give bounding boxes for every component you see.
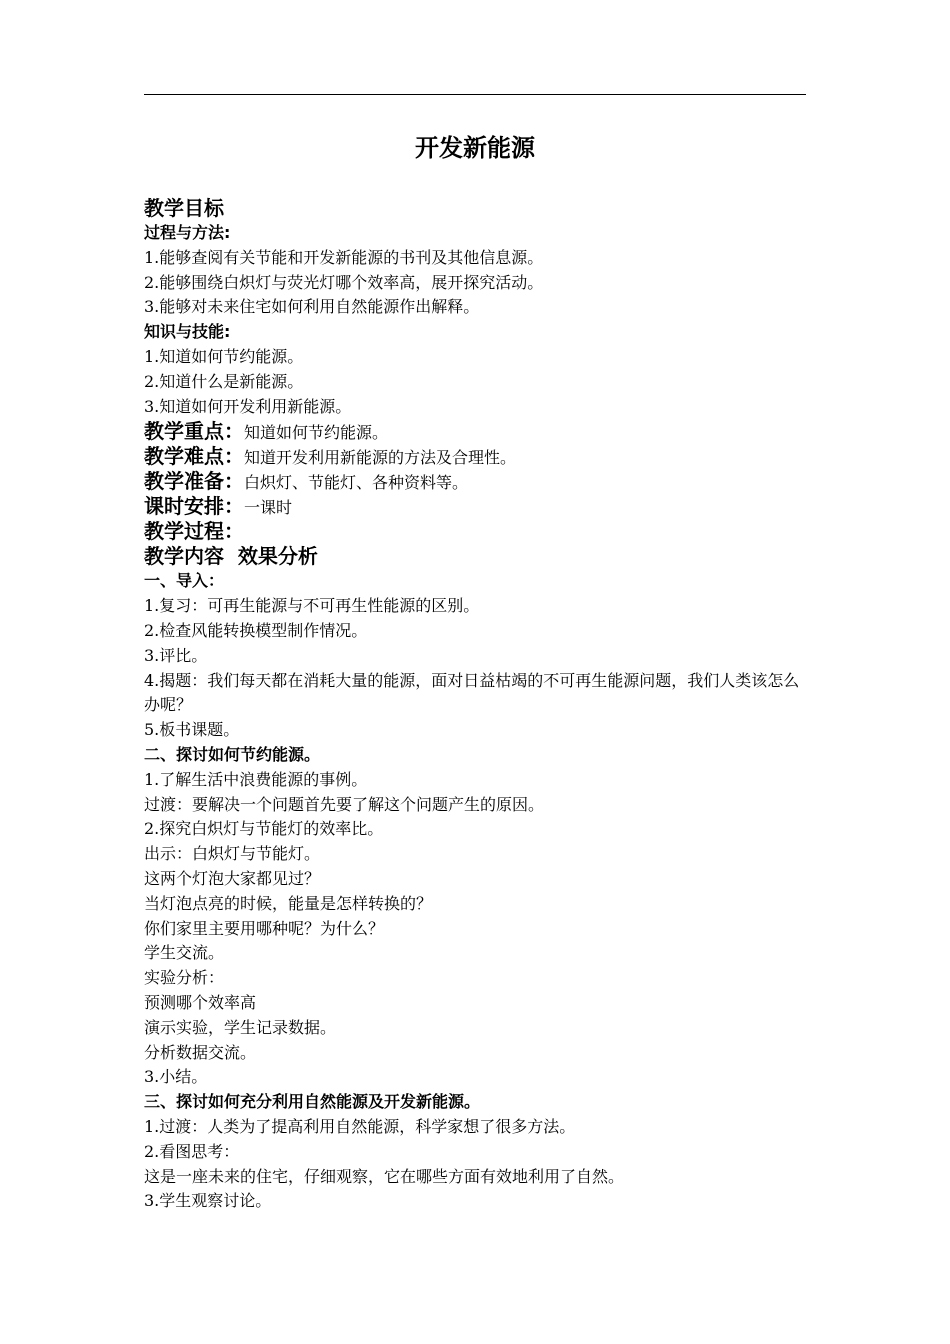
- key-point-value: 知道如何节约能源。: [244, 423, 389, 443]
- schedule-label: 课时安排：: [144, 494, 244, 519]
- knowledge-item: 3.知道如何开发利用新能源。: [144, 396, 352, 416]
- process-method-heading: 过程与方法:: [144, 223, 231, 242]
- document-title: 开发新能源: [415, 134, 535, 162]
- preparation-label: 教学准备：: [144, 469, 244, 494]
- section1-item: 4.揭题：我们每天都在消耗大量的能源，面对日益枯竭的不可再生能源问题，我们人类该怎么办呢？: [144, 670, 800, 715]
- section3-heading: 三、探讨如何充分利用自然能源及开发新能源。: [144, 1092, 481, 1112]
- section2-item: 过渡：要解决一个问题首先要了解这个问题产生的原因。: [144, 794, 545, 814]
- section2-item: 预测哪个效率高: [144, 992, 257, 1012]
- difficulty-label: 教学难点：: [144, 444, 244, 469]
- header-rule: [144, 94, 806, 95]
- section2-heading: 二、探讨如何节约能源。: [144, 744, 321, 764]
- content-analysis-header: 教学内容 效果分析: [144, 544, 318, 569]
- section1-item: 5.板书课题。: [144, 720, 240, 740]
- section2-item: 1.了解生活中浪费能源的事例。: [144, 769, 368, 789]
- section2-item: 你们家里主要用哪种呢？为什么？: [144, 918, 385, 938]
- section3-item: 1.过渡：人类为了提高利用自然能源，科学家想了很多方法。: [144, 1116, 576, 1136]
- schedule-value: 一课时: [244, 498, 293, 518]
- knowledge-item: 2.知道什么是新能源。: [144, 371, 304, 391]
- difficulty-row: [144, 444, 806, 469]
- document-body: [144, 196, 806, 1214]
- teaching-process-heading: 教学过程：: [144, 519, 244, 544]
- section2-item: 实验分析：: [144, 968, 225, 988]
- knowledge-item: 1.知道如何节约能源。: [144, 346, 304, 366]
- section2-item: 分析数据交流。: [144, 1042, 257, 1062]
- schedule-row: [144, 494, 806, 519]
- knowledge-skill-heading: 知识与技能:: [144, 322, 231, 342]
- key-point-row: [144, 419, 806, 444]
- process-item: 3.能够对未来住宅如何利用自然能源作出解释。: [144, 297, 480, 317]
- key-point-label: 教学重点：: [144, 419, 244, 444]
- section2-item: 2.探究白炽灯与节能灯的效率比。: [144, 819, 384, 839]
- section3-item: 3.学生观察讨论。: [144, 1191, 272, 1211]
- process-item: 1.能够查阅有关节能和开发新能源的书刊及其他信息源。: [144, 247, 544, 267]
- section1-heading: 一、导入：: [144, 571, 225, 591]
- section2-item: 演示实验，学生记录数据。: [144, 1017, 337, 1037]
- section1-item: 2.检查风能转换模型制作情况。: [144, 620, 368, 640]
- objectives-heading: 教学目标: [144, 196, 224, 220]
- section2-item: 当灯泡点亮的时候，能量是怎样转换的？: [144, 893, 433, 913]
- section2-item: 出示：白炽灯与节能灯。: [144, 844, 321, 864]
- preparation-row: [144, 469, 806, 494]
- preparation-value: 白炽灯、节能灯、各种资料等。: [244, 473, 469, 493]
- section1-item: 3.评比。: [144, 645, 208, 665]
- section3-item: 2.看图思考：: [144, 1141, 240, 1161]
- section2-item: 这两个灯泡大家都见过？: [144, 868, 321, 888]
- section2-item: 3.小结。: [144, 1067, 208, 1087]
- difficulty-value: 知道开发利用新能源的方法及合理性。: [244, 448, 517, 468]
- section3-item: 这是一座未来的住宅，仔细观察，它在哪些方面有效地利用了自然。: [144, 1166, 625, 1186]
- section1-item: 1.复习：可再生能源与不可再生性能源的区别。: [144, 596, 480, 616]
- section2-item: 学生交流。: [144, 943, 225, 963]
- process-item: 2.能够围绕白炽灯与荧光灯哪个效率高，展开探究活动。: [144, 272, 544, 292]
